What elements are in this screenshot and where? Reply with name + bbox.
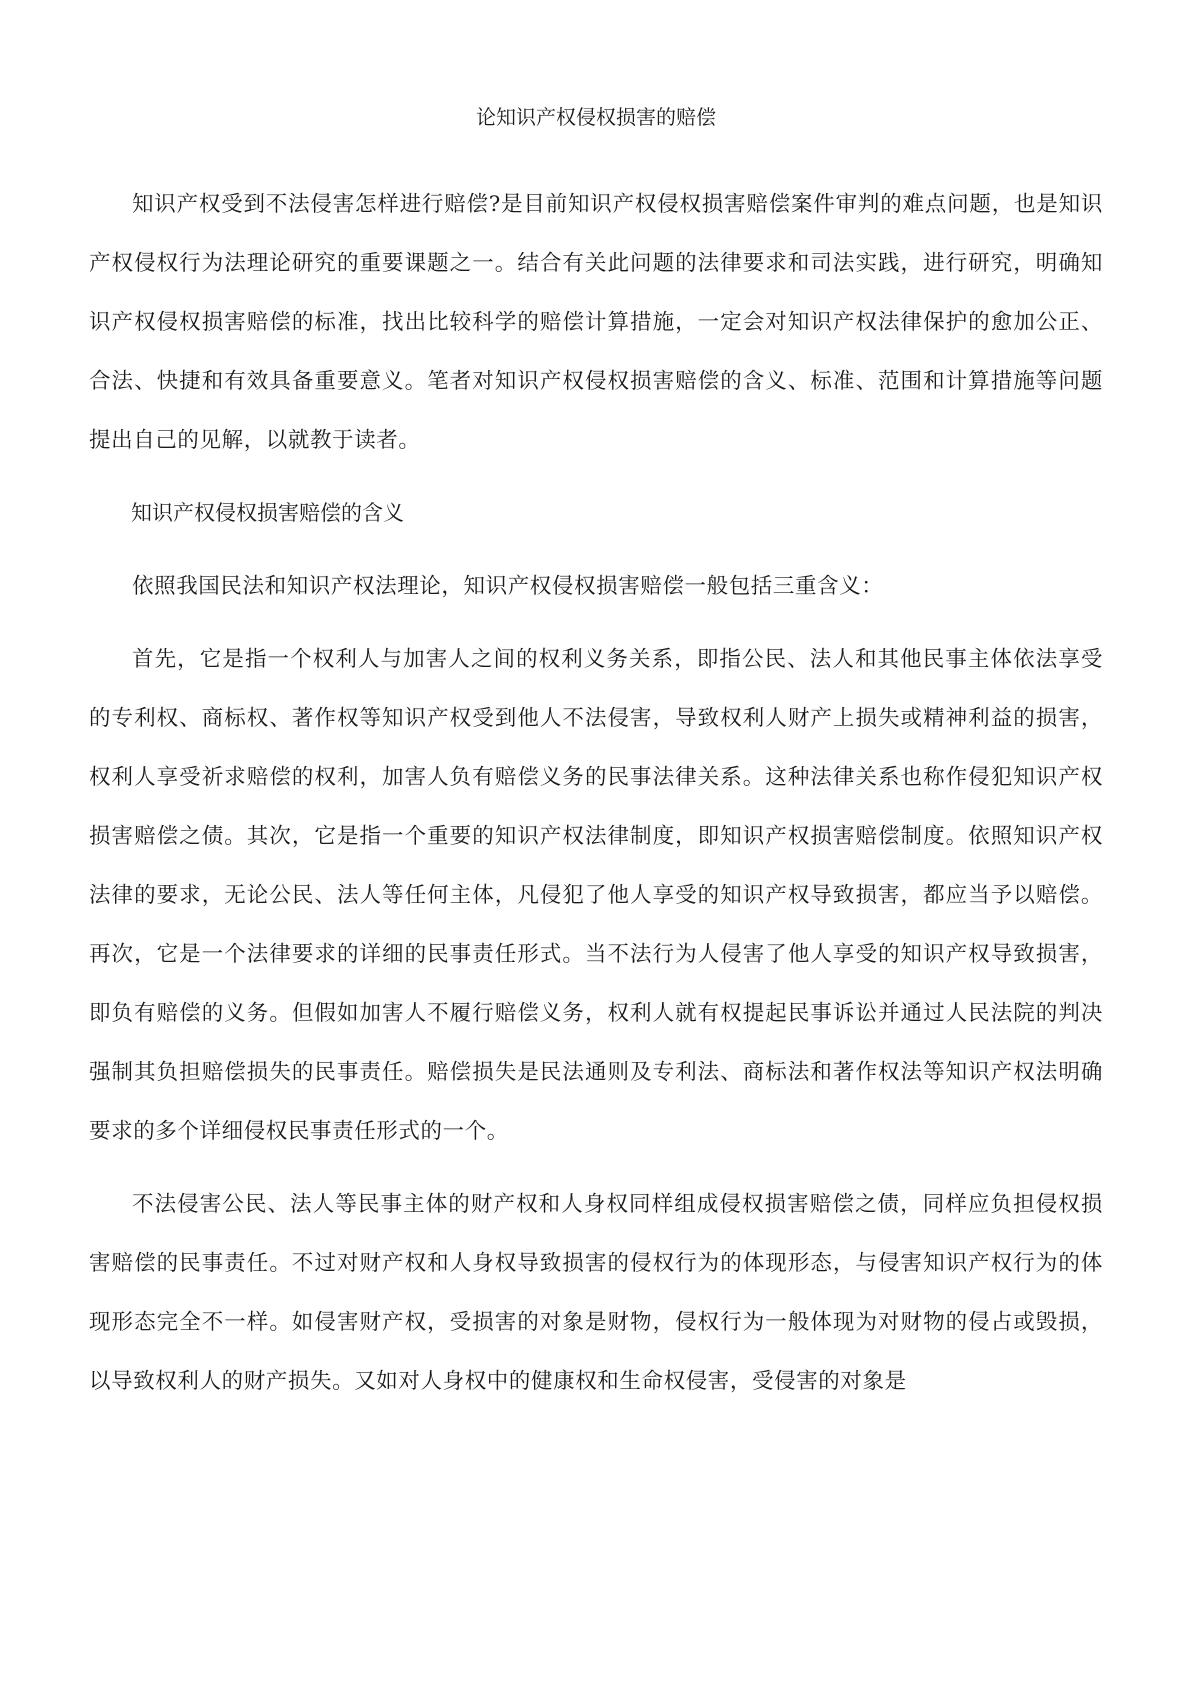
section-paragraph-3: 不法侵害公民、法人等民事主体的财产权和人身权同样组成侵权损害赔偿之债，同样应负担侵权损害赔偿的民事责任。不过对财产权和人身权导致损害的侵权行为的体现形态，与侵害知识产权行为的体现形态完全不一样。如侵害财产权，受损害的对象是财物，侵权行为一般体现为对财物的侵占或毁损，以导致权利人的财产损失。又如对人身权中的健康权和生命权侵害，受侵害的对象是 [89,1192,1103,1394]
intro-paragraph: 知识产权受到不法侵害怎样进行赔偿?是目前知识产权侵权损害赔偿案件审判的难点问题，也是知识产权侵权行为法理论研究的重要课题之一。结合有关此问题的法律要求和司法实践，进行研究，明确知识产权侵权损害赔偿的标准，找出比较科学的赔偿计算措施，一定会对知识产权法律保护的愈加公正、合法、快捷和有效具备重要意义。笔者对知识产权侵权损害赔偿的含义、标准、范围和计算措施等问题提出自己的见解，以就教于读者。 [89,192,1103,453]
section-heading: 知识产权侵权损害赔偿的含义 [131,501,404,525]
section-paragraph-1: 依照我国民法和知识产权法理论，知识产权侵权损害赔偿一般包括三重含义： [132,574,884,599]
document-title: 论知识产权侵权损害的赔偿 [476,105,716,129]
section-paragraph-2: 首先，它是指一个权利人与加害人之间的权利义务关系，即指公民、法人和其他民事主体依法享受的专利权、商标权、著作权等知识产权受到他人不法侵害，导致权利人财产上损失或精神利益的损害，权利人享受祈求赔偿的权利，加害人负有赔偿义务的民事法律关系。这种法律关系也称作侵犯知识产权损害赔偿之债。其次，它是指一个重要的知识产权法律制度，即知识产权损害赔偿制度。依照知识产权法律的要求，无论公民、法人等任何主体，凡侵犯了他人享受的知识产权导致损害，都应当予以赔偿。再次，它是一个法律要求的详细的民事责任形式。当不法行为人侵害了他人享受的知识产权导致损害，即负有赔偿的义务。但假如加害人不履行赔偿义务，权利人就有权提起民事诉讼并通过人民法院的判决强制其负担赔偿损失的民事责任。赔偿损失是民法通则及专利法、商标法和著作权法等知识产权法明确要求的多个详细侵权民事责任形式的一个。 [89,647,1103,1144]
